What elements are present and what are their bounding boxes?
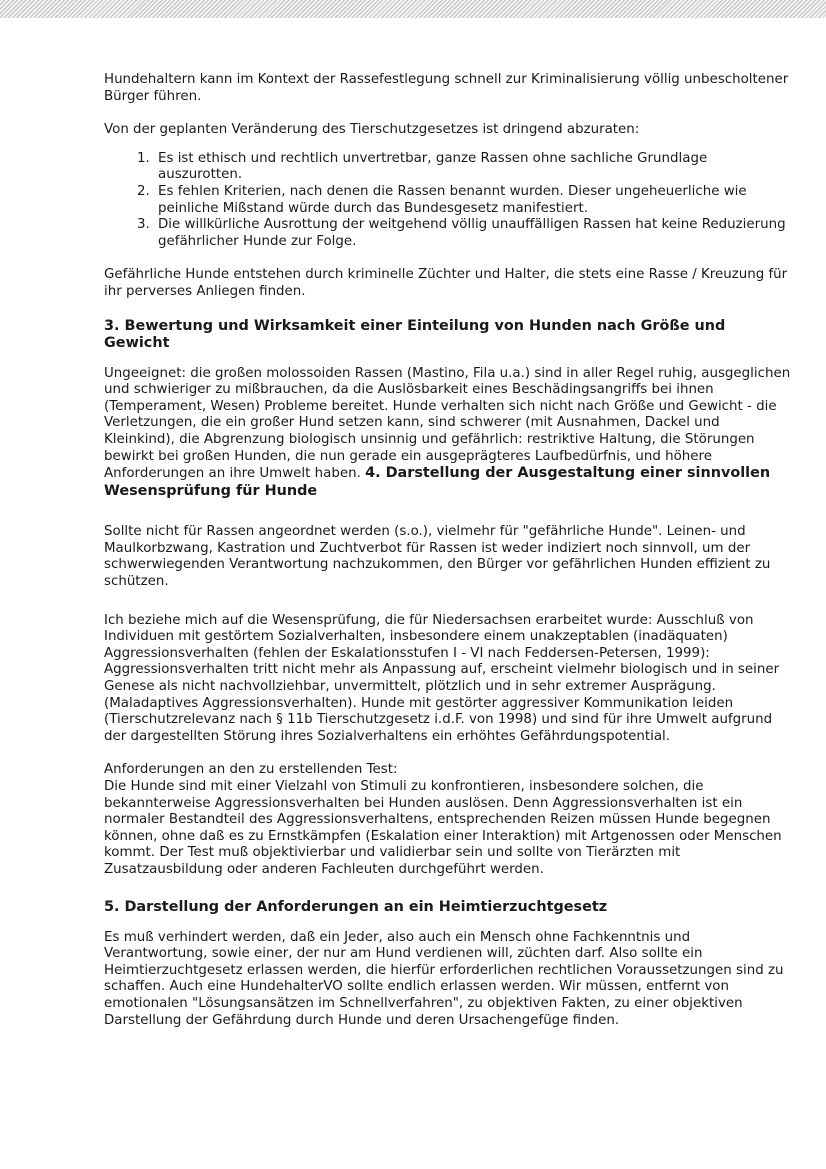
section-3-text: Ungeeignet: die großen molossoiden Rassen (Mastino, Fila u.a.) sind in aller Regel ruhig, ausgeglichen und schwieriger zu mißbrauchen, da die Auslösbarkeit eines Beschädingsangriffs bei ihnen (Temperament, Wesen) Probleme bereitet. Hunde verhalten sich nicht nach Größe und Gewicht - die Verletzungen, die ein großer Hund setzen kann, sind schwerer (mit Ausnahmen, Dackel und Kleinkind), die Abgrenzung biologisch unsinnig und gefährlich: restriktive Haltung, die Störungen bewirkt bei großen Hunden, die nun gerade ein ausgeprägteres Laufbedürfnis, und höhere Anforderungen an ihre Umwelt haben. xyxy=(104,365,791,482)
paragraph: Ich beziehe mich auf die Wesensprüfung, die für Niedersachsen erarbeitet wurde: Ausschluß von Individuen mit gestörtem Sozialverhalten, insbesondere einem unakzeptablen (inadäquaten) Aggressionsverhalten (fehlen der Eskalationsstufen I - VI nach Feddersen-Petersen, 1999): Aggressionsverhalten tritt nicht mehr als Anpassung auf, erscheint vielmehr biologisch und in seiner Genese als nicht nachvollziehbar, unvermittelt, plötzlich und in sehr extremer Ausprägung. (Maladaptives Aggressionsverhalten). Hunde mit gestörter aggressiver Kommunikation leiden (Tierschutzrelevanz nach § 11b Tierschutzgesetz i.d.F. von 1998) und sind für ihre Umwelt aufgrund der dargestellten Störung ihres Sozialverhaltens ein erhöhtes Gefährdungspotential. xyxy=(104,612,780,744)
list-item: 3. Die willkürliche Ausrottung der weitgehend völlig unauffälligen Rassen hat keine Reduzierung gefährlicher Hunde zur Folge. xyxy=(154,217,794,250)
paragraph: Von der geplanten Veränderung des Tierschutzgesetzes ist dringend abzuraten: xyxy=(104,122,640,138)
paragraph xyxy=(104,762,794,878)
section-5-body: Es muß verhindert werden, daß ein Jeder, also auch ein Mensch ohne Fachkenntnis und Verantwortung, sowie einer, der nur am Hund verdienen will, züchten darf. Also sollte ein Heimtierzuchtgesetz erlassen werden, die hierfür erforderlichen rechtlichen Voraussetzungen sind zu schaffen. Auch eine HundehalterVO sollte endlich erlassen werden. Wir müssen, entfernt von emotionalen "Lösungsansätzen im Schnellverfahren", zu objektiven Fakten, zu einer objektiven Darstellung der Gefährdung durch Hunde und deren Ursachengefüge finden. xyxy=(104,929,784,1028)
paragraph: Hundehaltern kann im Kontext der Rassefestlegung schnell zur Kriminalisierung völlig unbescholtener Bürger führen. xyxy=(104,72,789,104)
section-heading-4: 4. Darstellung der Ausgestaltung einer sinnvollen Wesensprüfung für Hunde xyxy=(104,465,771,499)
paragraph: Sollte nicht für Rassen angeordnet werden (s.o.), vielmehr für "gefährliche Hunde". Leinen- und Maulkorbzwang, Kastration und Zuchtverbot für Rassen ist weder indiziert noch sinnvoll, um der schwerwiegenden Verantwortung nachzukommen, den Bürger vor gefährlichen Hunden effizient zu schützen. xyxy=(104,524,771,590)
document-page xyxy=(104,72,794,1046)
list-item: 2. Es fehlen Kriterien, nach denen die Rassen benannt wurden. Dieser ungeheuerliche wie peinliche Mißstand würde durch das Bundesgesetz manifestiert. xyxy=(154,184,794,217)
list-item: 1. Es ist ethisch und rechtlich unvertretbar, ganze Rassen ohne sachliche Grundlage auszurotten. xyxy=(154,151,794,184)
section-heading-5: 5. Darstellung der Anforderungen an ein Heimtierzuchtgesetz xyxy=(104,898,608,915)
numbered-list xyxy=(104,151,794,251)
test-requirements-body: Die Hunde sind mit einer Vielzahl von Stimuli zu konfrontieren, insbesondere solchen, die bekannterweise Aggressionsverhalten bei Hunden auslösen. Denn Aggressionsverhalten ist ein normaler Bestandteil des Aggressionsverhaltens, entsprechenden Reizen müssen Hunde begegnen können, ohne daß es zu Ernstkämpfen (Eskalation einer Interaktion) mit Artgenossen oder Menschen kommt. Der Test muß objektivierbar und validierbar sein und sollte von Tierärzten mit Zusatzausbildung oder anderen Fachleuten durchgeführt werden. xyxy=(104,779,782,877)
section-3-body xyxy=(104,366,794,501)
paragraph: Gefährliche Hunde entstehen durch kriminelle Züchter und Halter, die stets eine Rasse / Kreuzung für ihr perverses Anliegen finden. xyxy=(104,267,788,299)
scan-edge xyxy=(0,0,826,18)
test-requirements-title: Anforderungen an den zu erstellenden Test: xyxy=(104,762,398,778)
section-heading-3: 3. Bewertung und Wirksamkeit einer Einteilung von Hunden nach Größe und Gewicht xyxy=(104,317,726,351)
